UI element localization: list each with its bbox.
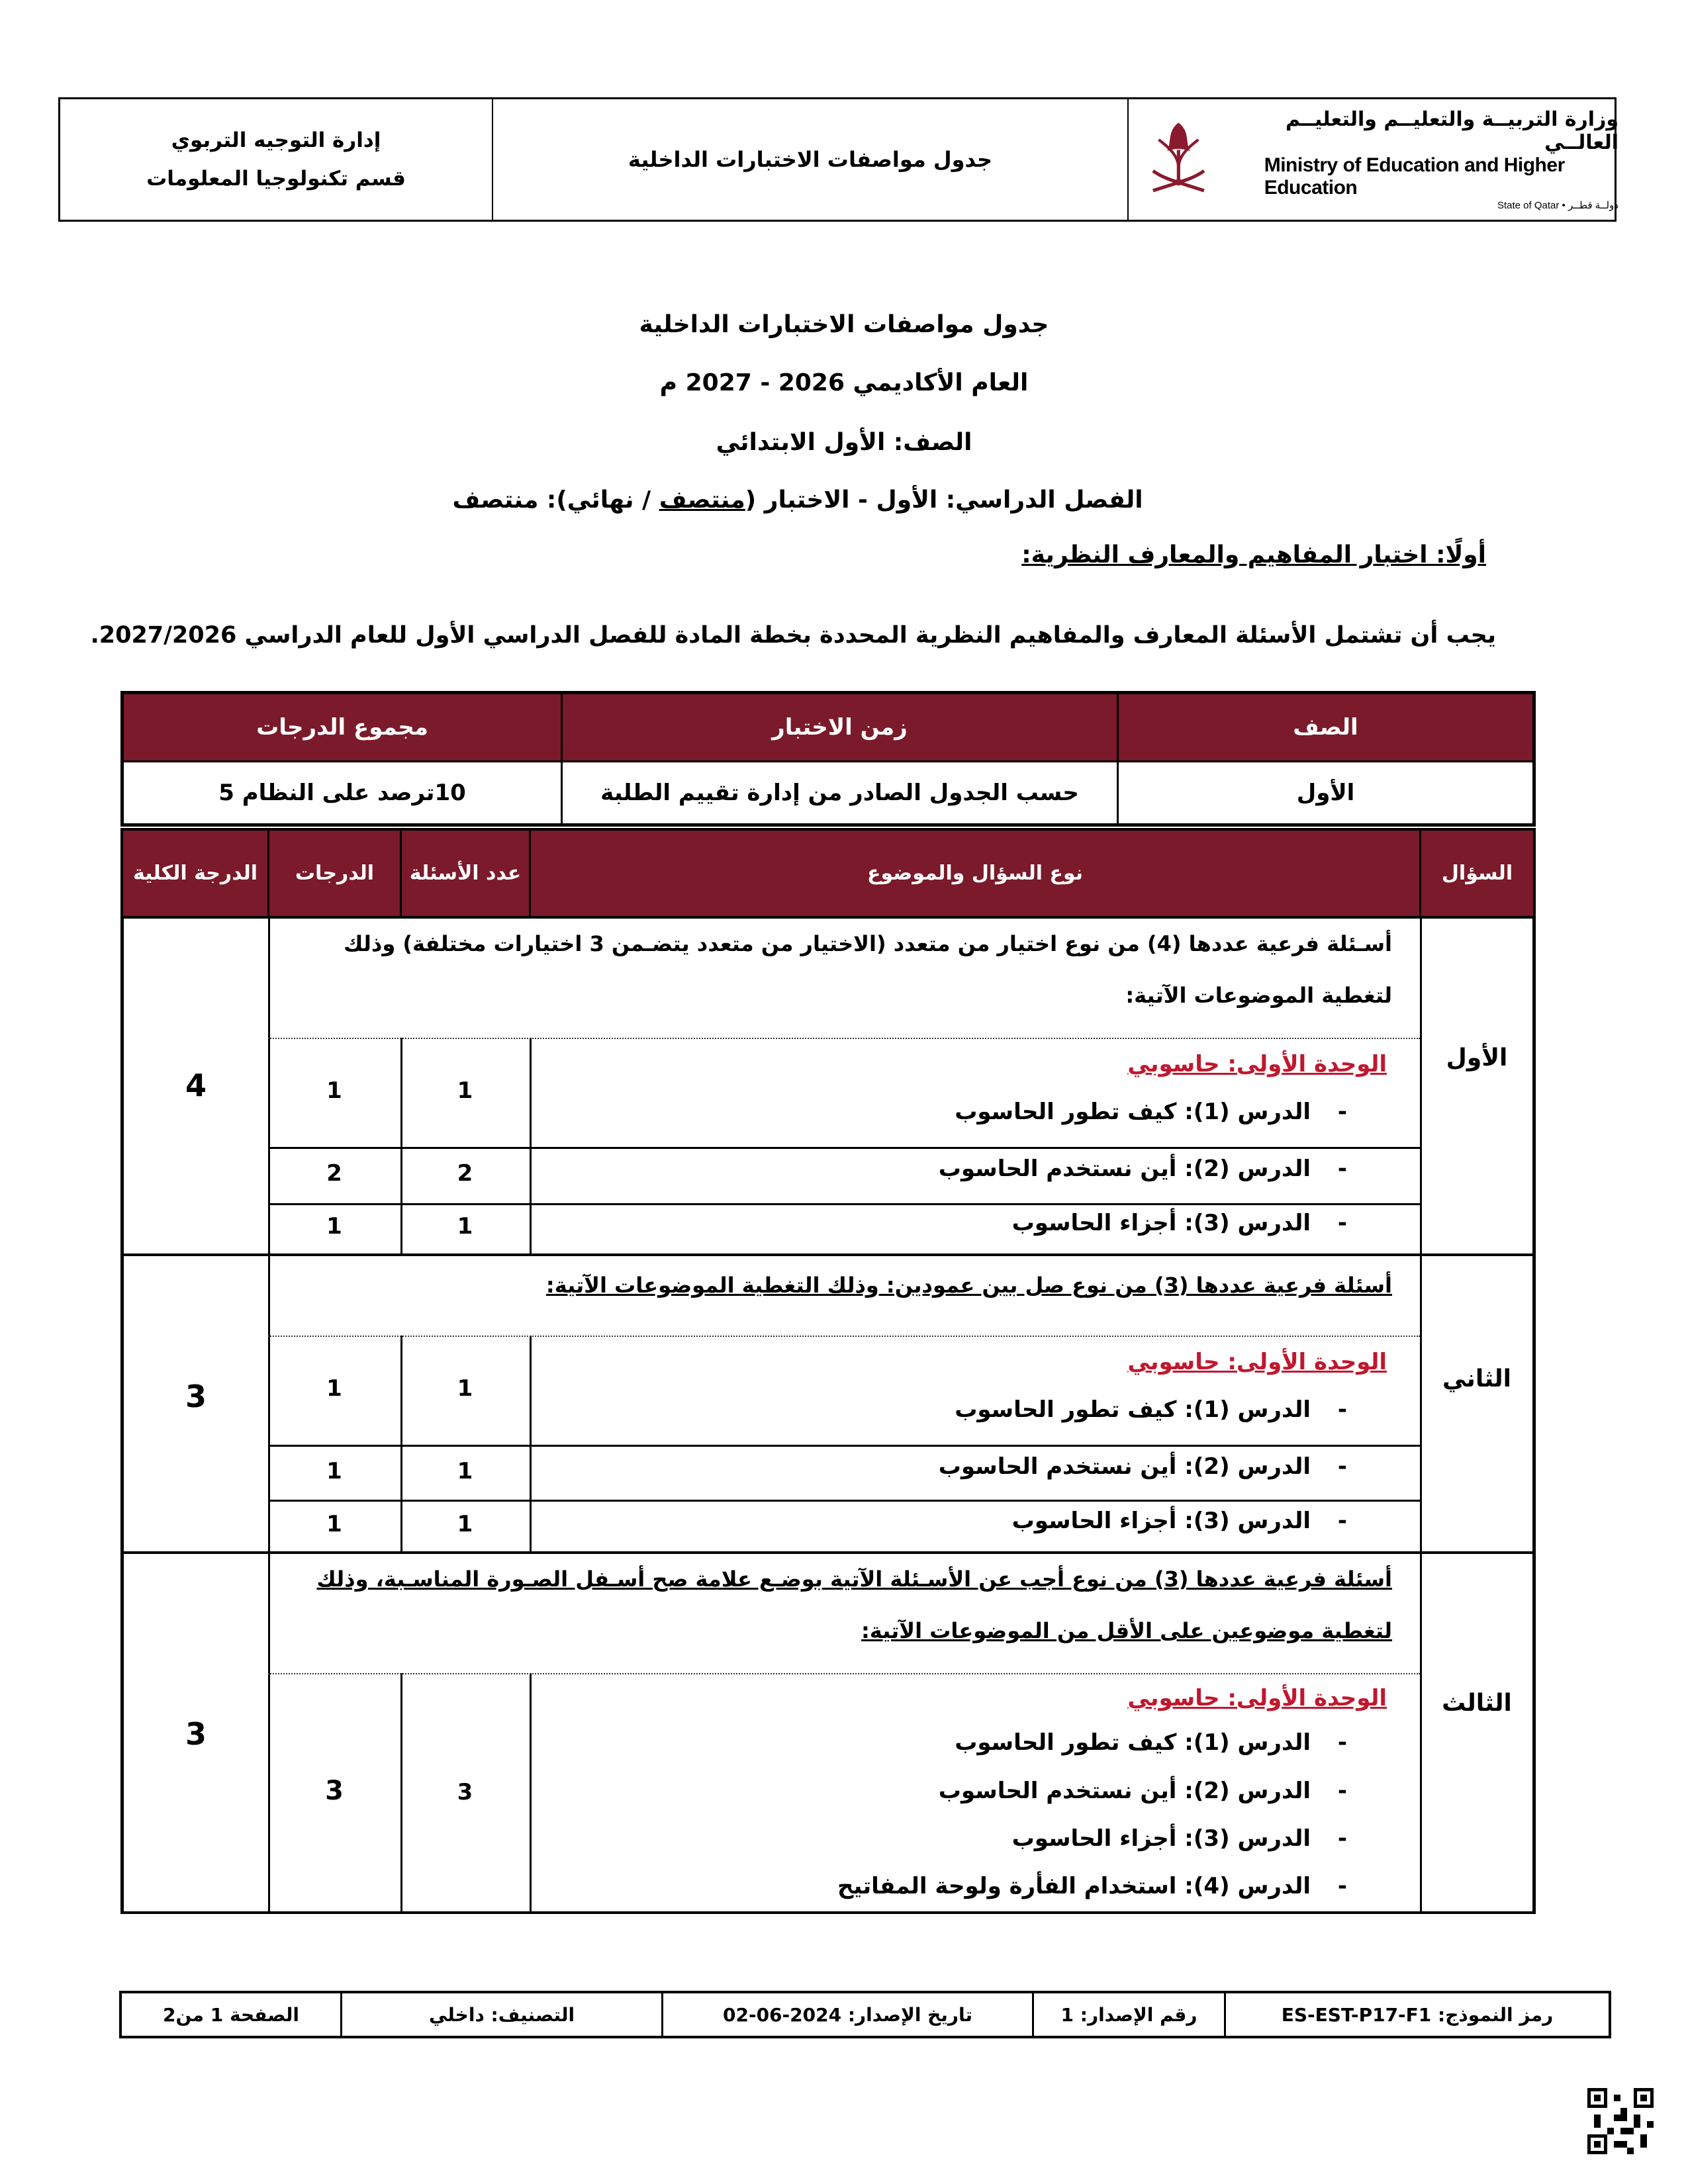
bullet-dash: -: [1337, 1210, 1347, 1236]
total-marks-value: 10ترصد على النظام 5: [124, 760, 561, 823]
question-1-unit: الوحدة الأولى: حاسوبي: [1127, 1051, 1387, 1077]
question-3-lesson-2: الدرس (2): أين نستخدم الحاسوب: [938, 1778, 1311, 1804]
bullet-dash: -: [1337, 1729, 1347, 1756]
exam-time-header: زمن الاختبار: [561, 694, 1117, 760]
question-column-header: السؤال: [1419, 831, 1533, 916]
requirement-text: يجب أن تشتمل الأسئلة المعارف والمفاهيم النظرية المحددة بخطة المادة للفصل الدراسي الأول للعام الدراسي 2027/2026.: [90, 622, 1496, 649]
question-1-marks-2: 2: [326, 1160, 342, 1187]
question-1-count-3: 1: [457, 1213, 473, 1240]
question-1-intro-line2: لتغطية الموضوعات الآتية:: [1125, 983, 1392, 1008]
semester-text-a: الفصل الدراسي: الأول - الاختبار (: [745, 486, 1143, 514]
question-2-unit: الوحدة الأولى: حاسوبي: [1127, 1349, 1387, 1375]
question-1-label: الأول: [1446, 1044, 1508, 1071]
question-section-2: [120, 1256, 1536, 1554]
bullet-dash: -: [1337, 1099, 1347, 1125]
question-1-total: 4: [185, 1068, 207, 1103]
question-1-lesson-1: الدرس (1): كيف تطور الحاسوب: [955, 1099, 1311, 1125]
ministry-emblem-icon: [1145, 110, 1213, 209]
grade-header: الصف: [1117, 694, 1532, 760]
question-3-lesson-3: الدرس (3): أجزاء الحاسوب: [1011, 1825, 1311, 1852]
question-section-3: [120, 1554, 1536, 1914]
question-1-marks-1: 1: [326, 1077, 342, 1104]
semester-midterm-underlined: منتصف: [659, 486, 745, 514]
department-name: إدارة التوجيه التربوي: [171, 128, 381, 152]
academic-year: العام الأكاديمي 2026 - 2027 م: [659, 369, 1029, 396]
qr-code-icon: [1587, 2088, 1654, 2154]
bullet-dash: -: [1337, 1778, 1347, 1804]
question-2-marks-1: 1: [326, 1375, 342, 1402]
question-1-marks-3: 1: [326, 1213, 342, 1240]
question-2-total: 3: [185, 1379, 207, 1414]
ministry-name-ar: وزارة التربيــة والتعليــم والتعليــم العالــي: [1286, 108, 1618, 154]
bullet-dash: -: [1337, 1508, 1347, 1534]
question-3-total: 3: [185, 1716, 207, 1752]
question-2-lesson-1: الدرس (1): كيف تطور الحاسوب: [955, 1396, 1311, 1423]
type-column-header: نوع السؤال والموضوع: [529, 831, 1419, 916]
header-title-text: جدول مواصفات الاختبارات الداخلية: [628, 147, 993, 172]
main-table-header: [120, 828, 1536, 919]
bullet-dash: -: [1337, 1396, 1347, 1423]
document-header: [58, 97, 1617, 222]
question-1-count-2: 2: [457, 1160, 473, 1187]
question-section-1: [120, 919, 1536, 1256]
question-2-count-3: 1: [457, 1511, 473, 1537]
exam-time-value: حسب الجدول الصادر من إدارة تقييم الطلبة: [561, 760, 1117, 823]
question-2-lesson-2: الدرس (2): أين نستخدم الحاسوب: [938, 1453, 1311, 1480]
question-2-count-1: 1: [457, 1375, 473, 1402]
section-name: قسم تكنولوجيا المعلومات: [146, 167, 406, 191]
form-code: رمز النموذج: ES-EST-P17-F1: [1224, 1993, 1609, 2036]
document-footer: [119, 1991, 1611, 2038]
question-3-marks: 3: [325, 1776, 344, 1806]
count-column-header: عدد الأسئلة: [400, 831, 529, 916]
question-2-count-2: 1: [457, 1458, 473, 1484]
question-1-intro-line1: أسـئلة فرعية عددها (4) من نوع اختيار من متعدد (الاختيار من متعدد يتضـمن 3 اختيارات مختلفة) وذلك: [344, 931, 1392, 956]
department-block: [60, 99, 493, 220]
question-1-intro: [267, 919, 1392, 1013]
bullet-dash: -: [1337, 1873, 1347, 1899]
question-1-lesson-3: الدرس (3): أجزاء الحاسوب: [1011, 1210, 1311, 1236]
grade-value: الأول: [1117, 760, 1532, 823]
section-heading: أولًا: اختبار المفاهيم والمعارف النظرية:: [1021, 541, 1486, 569]
grade-line: الصف: الأول الابتدائي: [716, 429, 972, 456]
version-number: رقم الإصدار: 1: [1032, 1993, 1224, 2036]
total-column-header: الدرجة الكلية: [132, 861, 258, 885]
question-3-count: 3: [457, 1779, 473, 1805]
bullet-dash: -: [1337, 1453, 1347, 1480]
question-2-marks-3: 1: [326, 1511, 342, 1537]
bullet-dash: -: [1337, 1825, 1347, 1852]
question-1-lesson-2: الدرس (2): أين نستخدم الحاسوب: [938, 1156, 1311, 1182]
question-2-label: الثاني: [1442, 1365, 1511, 1392]
question-3-intro-line2: لتغطية موضوعين على الأقل من الموضوعات الآتية:: [861, 1618, 1392, 1643]
question-3-unit: الوحدة الأولى: حاسوبي: [1127, 1685, 1387, 1711]
question-3-lesson-1: الدرس (1): كيف تطور الحاسوب: [955, 1729, 1311, 1756]
issue-date: تاريخ الإصدار: 2024-06-02: [661, 1993, 1032, 2036]
ministry-logo-block: [1129, 99, 1618, 220]
question-2-intro: أسئلة فرعية عددها (3) من نوع صل بين عمودين: وذلك التغطية الموضوعات الآتية:: [545, 1273, 1392, 1298]
state-name: State of Qatar • دولــة قطــر: [1497, 200, 1618, 211]
question-3-intro-line1: أسئلة فرعية عددها (3) من نوع أجب عن الأسـئلة الآتية بوضـع علامة صح أسـفل الصـورة المناسـبة، وذلك: [316, 1567, 1392, 1592]
question-3-lesson-4: الدرس (4): استخدام الفأرة ولوحة المفاتيح: [837, 1873, 1311, 1899]
question-1-count-1: 1: [457, 1077, 473, 1104]
question-3-label: الثالث: [1442, 1690, 1512, 1717]
question-2-marks-2: 1: [326, 1458, 342, 1484]
page-number: الصفحة 1 من2: [163, 2003, 300, 2026]
semester-text-c: / نهائي): منتصف: [452, 486, 659, 514]
marks-column-header: الدرجات: [267, 831, 400, 916]
total-marks-header: مجموع الدرجات: [124, 694, 561, 760]
question-2-lesson-3: الدرس (3): أجزاء الحاسوب: [1011, 1508, 1311, 1534]
ministry-name-en: Ministry of Education and Higher Education: [1264, 154, 1565, 199]
semester-line: [0, 486, 1642, 514]
bullet-dash: -: [1337, 1156, 1347, 1182]
question-3-intro: [267, 1554, 1392, 1648]
classification: التصنيف: داخلي: [340, 1993, 661, 2036]
header-title: [493, 99, 1129, 220]
summary-table: [120, 691, 1536, 827]
doc-title: جدول مواصفات الاختبارات الداخلية: [639, 311, 1049, 338]
